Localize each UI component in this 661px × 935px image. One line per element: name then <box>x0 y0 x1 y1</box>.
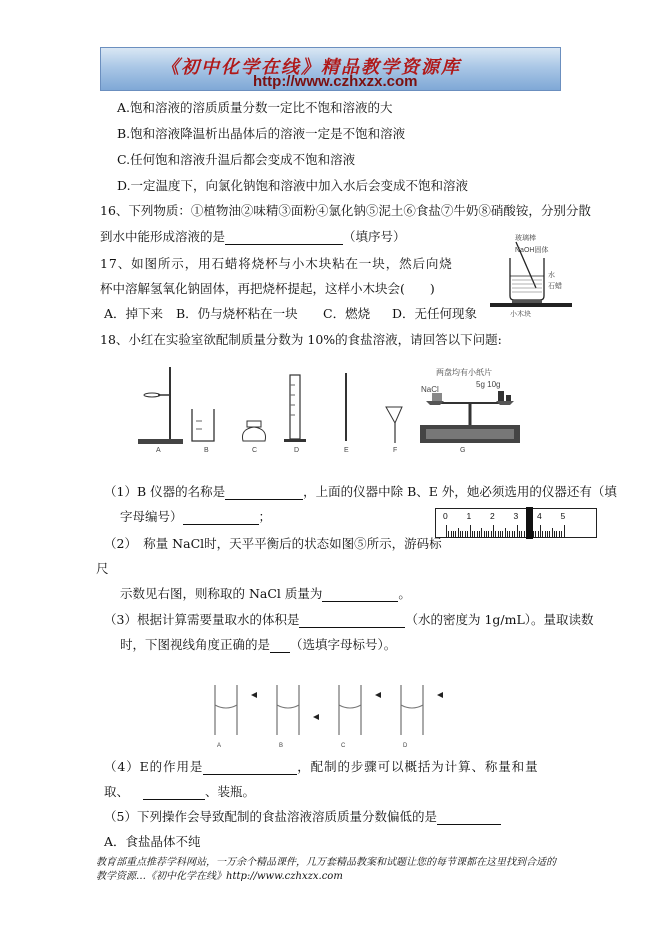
ruler-tick <box>493 525 494 537</box>
ruler-tick <box>477 531 478 537</box>
ruler-tick <box>517 525 518 537</box>
ruler-tick <box>556 531 557 537</box>
funnel-f <box>386 407 402 443</box>
water-hatch <box>512 280 542 292</box>
q18-sub5-option-a: A．食盐晶体不纯 <box>104 834 201 849</box>
ruler-tick <box>559 531 560 537</box>
ruler-tick <box>462 531 463 537</box>
label-naoh: NaOH固体 <box>515 247 549 254</box>
iron-stand <box>138 367 183 444</box>
apparatus-label-b: B <box>204 447 209 454</box>
footer-line1: 教育部重点推荐学科网站，一万余个精品课件，几万套精品教案和试题让您的每节课都在这里找到合适的 <box>96 857 556 868</box>
q18-sub4-line2 <box>104 784 255 800</box>
beaker <box>510 258 544 300</box>
q18-sub1-text-c: 字母编号） <box>120 509 183 524</box>
ruler-tick <box>498 531 499 537</box>
q18-sub1-blank-a[interactable] <box>225 487 303 500</box>
wax-layer <box>512 300 542 303</box>
ruler-tick <box>460 531 461 537</box>
banner-url[interactable]: http://www.czhxzx.com <box>253 73 418 90</box>
apparatus-label-d: D <box>294 447 300 454</box>
q17-line1: 17、如图所示，用石蜡将烧杯与小木块粘在一块，然后向烧 <box>100 256 453 271</box>
q15-option-d: D.一定温度下，向氯化钠饱和溶液中加入水后会变成不饱和溶液 <box>117 178 469 193</box>
q17-option-a: A．掉下来 <box>104 306 164 321</box>
ruler-tick <box>552 528 553 537</box>
balance-note: 两盘均有小纸片 <box>436 368 492 377</box>
ruler-number: 4 <box>537 511 542 521</box>
q18-sub4-text-b: ，配制的步骤可以概括为计算、称量和量 <box>297 759 539 774</box>
q18-sub4-text-a: （4）E的作用是 <box>104 759 204 774</box>
q18-sub2-line1: （2） 称量 NaCl时，天平平衡后的状态如图⑤所示，游码标 <box>104 536 442 551</box>
q18-sub1-end: ； <box>258 509 272 524</box>
ruler-tick <box>564 525 565 537</box>
ruler-tick <box>488 531 489 537</box>
footer-line2: 教学资源…《初中化学在线》http://www.czhxzx.com <box>96 871 343 882</box>
ruler-tick <box>524 531 525 537</box>
label-glass-rod: 玻璃棒 <box>515 235 536 242</box>
q18-sub2-blank[interactable] <box>322 589 398 602</box>
ruler-tick <box>542 531 543 537</box>
ruler-tick <box>549 531 550 537</box>
viewing-option-b <box>277 685 319 749</box>
ruler-tick <box>519 531 520 537</box>
q18-sub4-text-d: 、装瓶。 <box>205 784 256 799</box>
viewing-option-label: C <box>341 743 346 749</box>
q18-sub3-text-a: （3）根据计算需要量取水的体积是 <box>104 612 300 627</box>
viewing-option-d <box>401 685 443 749</box>
ruler-tick <box>500 531 501 537</box>
viewing-option-label: D <box>403 743 408 749</box>
label-wood-block: 小木块 <box>510 311 531 318</box>
ruler-number: 3 <box>513 511 519 521</box>
ruler-tick <box>540 525 541 537</box>
ruler-tick <box>470 525 471 537</box>
ruler-tick <box>533 531 534 537</box>
q18-sub1-blank-b[interactable] <box>183 512 259 525</box>
ruler-tick <box>505 528 506 537</box>
viewing-angle-figure <box>205 683 455 751</box>
ruler-tick <box>512 531 513 537</box>
ruler-tick <box>514 531 515 537</box>
ruler-rider <box>526 507 533 539</box>
ruler-number: 0 <box>443 511 448 521</box>
viewing-option-c <box>339 685 381 749</box>
q18-sub3-line2 <box>120 637 396 653</box>
ruler-tick <box>554 531 555 537</box>
ruler-number: 1 <box>466 511 472 521</box>
apparatus-label-e: E <box>344 447 349 454</box>
ruler-tick <box>495 531 496 537</box>
q18-sub3-blank-b[interactable] <box>270 640 290 653</box>
ruler-tick <box>481 528 482 537</box>
ruler-tick <box>507 531 508 537</box>
ruler-number: 5 <box>560 511 566 521</box>
viewing-option-label: B <box>279 743 284 749</box>
q17-option-d: D．无任何现象 <box>392 306 478 321</box>
ruler-tick <box>455 531 456 537</box>
q15-option-b: B.饱和溶液降温析出晶体后的溶液一定是不饱和溶液 <box>117 126 406 141</box>
q17-option-c: C．燃烧 <box>323 306 371 321</box>
viewing-option-label: A <box>217 743 222 749</box>
q16-line2 <box>100 229 406 245</box>
beaker-b <box>192 409 214 441</box>
q18-sub1-line1 <box>104 484 617 500</box>
q16-suffix: （填序号） <box>343 229 406 244</box>
rider-scale-ruler <box>435 508 597 538</box>
q16-prefix: 到水中能形成溶液的是 <box>100 229 226 244</box>
header-banner <box>100 47 561 91</box>
balance-g <box>420 391 520 443</box>
ruler-tick <box>561 531 562 537</box>
reagent-bottle-c <box>242 421 265 441</box>
ruler-tick <box>535 531 536 537</box>
q18-sub2-line3 <box>120 586 411 602</box>
q18-sub3-line1 <box>104 612 594 628</box>
ruler-tick <box>448 531 449 537</box>
label-wax: 石蜡 <box>548 283 562 290</box>
q16-line1: 16、下列物质：①植物油②味精③面粉④氯化钠⑤泥土⑥食盐⑦牛奶⑧硝酸铵，分别分散 <box>100 203 591 218</box>
ruler-tick <box>491 531 492 537</box>
wood-block <box>490 303 572 307</box>
q18-sub4-blank-b[interactable] <box>143 787 205 800</box>
q18-sub3-text-b: （水的密度为 1g/mL）。量取读数 <box>405 612 594 627</box>
q18-intro: 18、小红在实验室欲配制质量分数为 10%的食盐溶液，请回答以下问题: <box>100 332 502 347</box>
q18-sub3-text-c: 时，下图视线角度正确的是 <box>120 637 271 652</box>
ruler-tick <box>465 531 466 537</box>
ruler-tick <box>502 531 503 537</box>
apparatus-label-c: C <box>252 447 258 454</box>
apparatus-label-a: A <box>156 447 161 454</box>
ruler-tick <box>467 531 468 537</box>
q18-sub2-text-c: 示数见右图，则称取的 NaCl 质量为 <box>120 586 323 601</box>
ruler-tick <box>545 531 546 537</box>
ruler-tick <box>451 531 452 537</box>
viewing-option-a <box>215 685 257 749</box>
q18-sub3-blank-a[interactable] <box>299 615 405 628</box>
q18-sub2-end: 。 <box>398 586 411 601</box>
q18-sub4-line1 <box>104 759 538 775</box>
q18-sub5-text: （5）下列操作会导致配制的食盐溶液溶质质量分数偏低的是 <box>104 809 437 824</box>
q18-sub1-text-b: ，上面的仪器中除 B、E 外，她必须选用的仪器还有（填 <box>303 484 617 499</box>
q18-sub2-line2: 尺 <box>96 561 109 576</box>
q18-sub4-blank-a[interactable] <box>203 762 297 775</box>
ruler-tick <box>521 531 522 537</box>
ruler-tick <box>484 531 485 537</box>
weights-label: 5g 10g <box>476 380 501 389</box>
q18-sub5 <box>104 809 501 825</box>
q18-sub4-text-c: 取、 <box>104 784 130 799</box>
q18-sub1-text-a: （1）B 仪器的名称是 <box>104 484 226 499</box>
apparatus-label-f: F <box>393 447 398 454</box>
banner-title: 《初中化学在线》精品教学资源库 <box>161 57 461 78</box>
q16-answer-blank[interactable] <box>225 232 343 245</box>
q17-line2: 杯中溶解氢氧化钠固体，再把烧杯提起，这样小木块会( ) <box>100 281 435 296</box>
label-water: 水 <box>548 272 555 279</box>
ruler-tick <box>547 531 548 537</box>
ruler-tick <box>474 531 475 537</box>
ruler-tick <box>446 525 447 537</box>
q17-option-b: B．仍与烧杯粘在一块 <box>176 306 298 321</box>
ruler-tick <box>486 531 487 537</box>
ruler-tick <box>509 531 510 537</box>
apparatus-label-g: G <box>460 447 466 454</box>
ruler-tick <box>538 531 539 537</box>
q18-sub3-text-d: （选填字母标号）。 <box>290 637 397 652</box>
ruler-number: 2 <box>490 511 495 521</box>
ruler-tick <box>458 528 459 537</box>
ruler-tick <box>472 531 473 537</box>
q15-option-c: C.任何饱和溶液升温后都会变成不饱和溶液 <box>117 152 356 167</box>
graduated-cylinder-d <box>284 375 306 442</box>
q15-option-a: A.饱和溶液的溶质质量分数一定比不饱和溶液的大 <box>117 100 393 115</box>
q18-sub5-blank[interactable] <box>437 812 501 825</box>
ruler-tick <box>479 531 480 537</box>
ruler-tick <box>453 531 454 537</box>
nacl-label: NaCl <box>421 385 439 394</box>
q18-sub1-line2 <box>120 509 271 525</box>
